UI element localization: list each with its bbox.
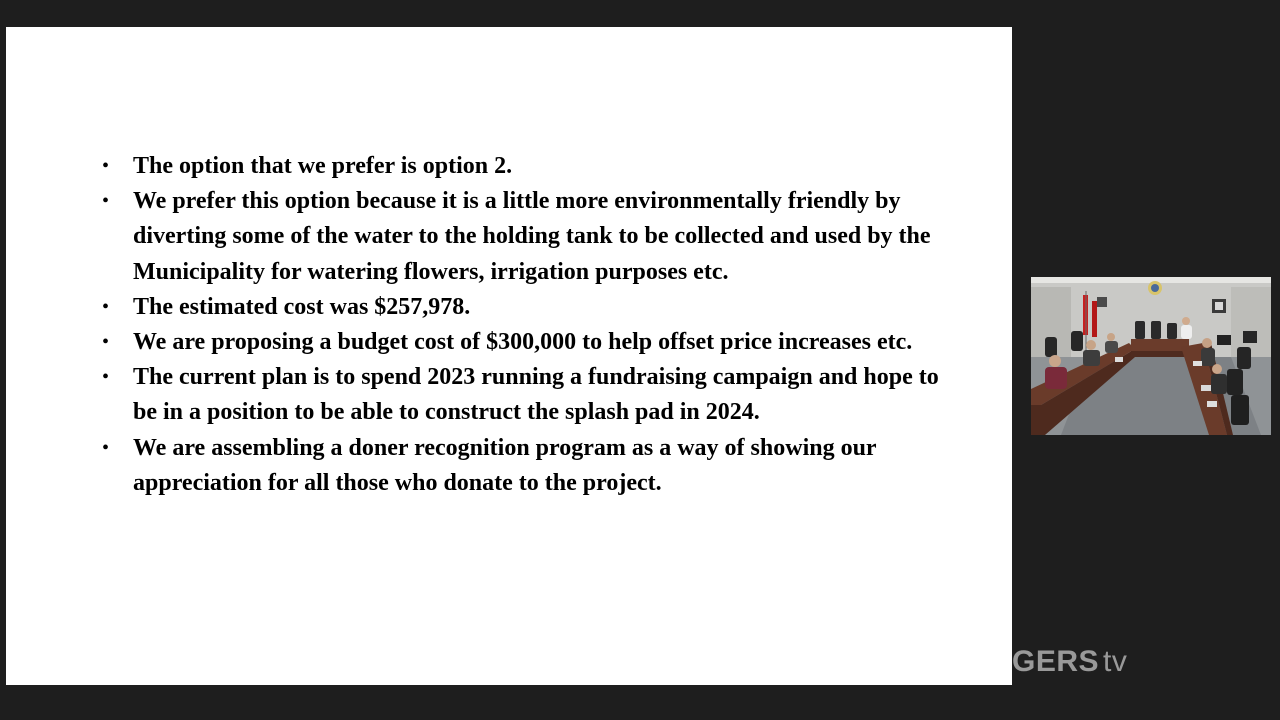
bullet-text: The option that we prefer is option 2.: [133, 153, 513, 179]
bullet-item: [102, 290, 942, 325]
bullet-item: [102, 431, 942, 501]
bullet-text: The current plan is to spend 2023 running a fundraising campaign and hope to be in a position to be able to construct the splash pad in 2024.: [133, 364, 939, 426]
bullet-item: [102, 325, 942, 360]
camera-feed-inset: [1031, 277, 1271, 435]
bullet-icon: •: [102, 436, 110, 459]
slide-bullet-list: [102, 149, 942, 501]
bullet-text: We are assembling a doner recognition program as a way of showing our appreciation for all those who donate to the project.: [133, 434, 877, 496]
bullet-icon: •: [102, 331, 110, 354]
council-chamber-image: [1031, 277, 1271, 435]
bullet-icon: •: [102, 190, 110, 213]
rogers-tv-watermark-logo: [966, 645, 1127, 679]
bullet-icon: •: [102, 366, 110, 389]
bullet-item: [102, 149, 942, 184]
bullet-item: [102, 360, 942, 430]
bullet-item: [102, 184, 942, 290]
bullet-icon: •: [102, 155, 110, 177]
bullet-text: We prefer this option because it is a little more environmentally friendly by diverting some of the water to the holding tank to be collected and used by the Municipality for watering flowers, irrigation purposes etc.: [133, 188, 931, 285]
bullet-icon: •: [102, 295, 110, 318]
presentation-slide: [6, 27, 1012, 685]
watermark-suffix: tv: [1103, 645, 1128, 678]
bullet-text: We are proposing a budget cost of $300,000 to help offset price increases etc.: [133, 329, 913, 356]
watermark-brand: ROGERS: [966, 645, 1100, 678]
bullet-text: The estimated cost was $257,978.: [133, 293, 471, 320]
